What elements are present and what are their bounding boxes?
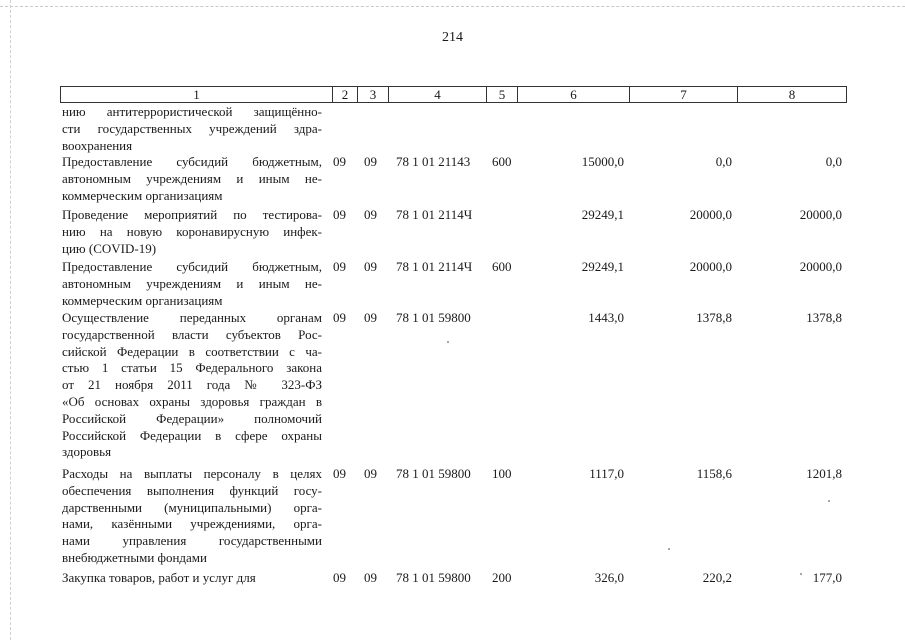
cell-c4: 78 1 01 21143 bbox=[396, 154, 471, 169]
cell-c3: 09 bbox=[364, 310, 377, 325]
description-line: автономным учреждениям и иным не- bbox=[62, 170, 322, 186]
cell-c6: 326,0 bbox=[594, 570, 624, 585]
row-description bbox=[62, 154, 322, 204]
description-line: Закупка товаров, работ и услуг для bbox=[62, 570, 256, 585]
cell-c6: 15000,0 bbox=[581, 154, 624, 169]
description-line: от 21 ноября 2011 года № 323-ФЗ bbox=[62, 377, 322, 393]
cell-c5: 200 bbox=[492, 570, 512, 585]
cell-c7: 20000,0 bbox=[689, 259, 732, 274]
description-line: нами, казёнными учреждениями, орга- bbox=[62, 516, 322, 532]
description-line: коммерческим организациям bbox=[62, 292, 223, 308]
cell-c3: 09 bbox=[364, 466, 377, 481]
cell-c6: 1443,0 bbox=[588, 310, 624, 325]
header-col-2: 2 bbox=[332, 87, 357, 102]
cell-c2: 09 bbox=[333, 466, 346, 481]
cell-c8: 0,0 bbox=[825, 154, 842, 169]
cell-c5: 600 bbox=[492, 154, 512, 169]
cell-c7: 1378,8 bbox=[696, 310, 732, 325]
cell-c6: 29249,1 bbox=[581, 207, 624, 222]
description-line: дарственными (муниципальными) орга- bbox=[62, 499, 322, 515]
description-line: Осуществление переданных органам bbox=[62, 310, 322, 325]
description-line: воохранения bbox=[62, 137, 133, 153]
header-col-4: 4 bbox=[388, 87, 486, 102]
description-line: «Об основах охраны здоровья граждан в bbox=[62, 393, 322, 409]
row-description bbox=[62, 310, 322, 461]
description-line: Расходы на выплаты персоналу в целях bbox=[62, 466, 322, 481]
row-description bbox=[62, 104, 322, 154]
cell-c8: 20000,0 bbox=[799, 207, 842, 222]
row-description bbox=[62, 207, 322, 257]
cell-c8: 1201,8 bbox=[806, 466, 842, 481]
scan-edge-top bbox=[0, 6, 905, 7]
row-description bbox=[62, 259, 322, 309]
cell-c4: 78 1 01 2114Ч bbox=[396, 259, 473, 274]
header-col-1: 1 bbox=[193, 87, 200, 102]
cell-c4: 78 1 01 2114Ч bbox=[396, 207, 473, 222]
scan-speck bbox=[668, 548, 670, 550]
cell-c5: 100 bbox=[492, 466, 512, 481]
cell-c2: 09 bbox=[333, 207, 346, 222]
cell-c4: 78 1 01 59800 bbox=[396, 310, 471, 325]
cell-c5: 600 bbox=[492, 259, 512, 274]
scan-speck bbox=[828, 500, 830, 502]
cell-c4: 78 1 01 59800 bbox=[396, 570, 471, 585]
description-line: цию (COVID-19) bbox=[62, 240, 157, 256]
description-line: Российской Федерации» полномочий bbox=[62, 410, 322, 426]
description-line: Проведение мероприятий по тестирова- bbox=[62, 207, 322, 222]
cell-c7: 20000,0 bbox=[689, 207, 732, 222]
scan-speck bbox=[800, 573, 802, 575]
description-line: нию на новую коронавирусную инфек- bbox=[62, 223, 322, 239]
description-line: стью 1 статьи 15 Федерального закона bbox=[62, 360, 322, 376]
cell-c6: 1117,0 bbox=[589, 466, 624, 481]
description-line: нию антитеррористической защищённо- bbox=[62, 104, 322, 119]
header-col-7: 7 bbox=[629, 87, 737, 102]
cell-c2: 09 bbox=[333, 570, 346, 585]
cell-c3: 09 bbox=[364, 154, 377, 169]
description-line: Предоставление субсидий бюджетным, bbox=[62, 259, 322, 274]
description-line: коммерческим организациям bbox=[62, 187, 223, 203]
row-description bbox=[62, 466, 322, 567]
cell-c2: 09 bbox=[333, 310, 346, 325]
description-line: сти государственных учреждений здра- bbox=[62, 120, 322, 136]
description-line: сийской Федерации в соответствии с ча- bbox=[62, 343, 322, 359]
cell-c8: 1378,8 bbox=[806, 310, 842, 325]
header-col-3: 3 bbox=[357, 87, 388, 102]
table-header bbox=[60, 86, 847, 103]
description-line: Российской Федерации в сфере охраны bbox=[62, 427, 322, 443]
description-line: автономным учреждениям и иным не- bbox=[62, 275, 322, 291]
cell-c4: 78 1 01 59800 bbox=[396, 466, 471, 481]
description-line: нами управления государственными bbox=[62, 533, 322, 549]
cell-c2: 09 bbox=[333, 259, 346, 274]
scan-speck bbox=[447, 341, 449, 343]
cell-c3: 09 bbox=[364, 259, 377, 274]
cell-c7: 0,0 bbox=[715, 154, 732, 169]
scan-edge-left bbox=[10, 0, 11, 640]
cell-c3: 09 bbox=[364, 207, 377, 222]
cell-c7: 1158,6 bbox=[696, 466, 732, 481]
description-line: обеспечения выполнения функций госу- bbox=[62, 482, 322, 498]
page-number: 214 bbox=[442, 30, 463, 45]
cell-c8: 177,0 bbox=[812, 570, 842, 585]
cell-c3: 09 bbox=[364, 570, 377, 585]
description-line: здоровья bbox=[62, 444, 112, 460]
header-col-5: 5 bbox=[486, 87, 517, 102]
header-col-6: 6 bbox=[517, 87, 629, 102]
description-line: внебюджетными фондами bbox=[62, 549, 207, 565]
cell-c6: 29249,1 bbox=[581, 259, 624, 274]
description-line: Предоставление субсидий бюджетным, bbox=[62, 154, 322, 169]
cell-c2: 09 bbox=[333, 154, 346, 169]
description-line: государственной власти субъектов Рос- bbox=[62, 326, 322, 342]
cell-c8: 20000,0 bbox=[799, 259, 842, 274]
header-col-8: 8 bbox=[737, 87, 846, 102]
row-description bbox=[62, 570, 322, 587]
cell-c7: 220,2 bbox=[702, 570, 732, 585]
